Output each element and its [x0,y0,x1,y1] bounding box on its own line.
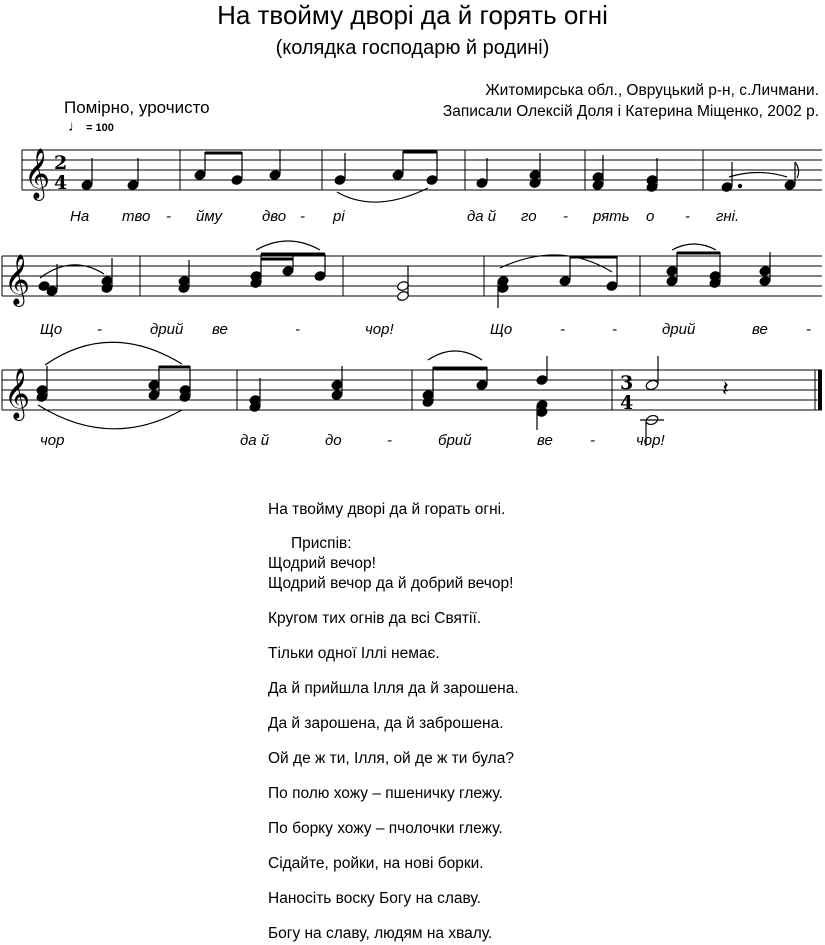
lyrics-line-2 [40,321,811,338]
lyric-syllable: тво [122,208,151,225]
lyric-syllable: - [300,208,305,225]
verse-line: Кругом тих огнів да всі Святії. [268,610,482,627]
source-note [443,80,819,122]
source-recorders: Записали Олексій Доля і Катерина Міщенко, 2002 р. [442,103,819,120]
lyric-syllable: - [295,321,300,338]
refrain-heading: Приспів: [291,535,352,552]
verse-line: Ой де ж ти, Ілля, ой де ж ти була? [268,750,514,767]
lyric-syllable: - [560,321,565,338]
lyric-syllable: о [646,208,655,225]
notes-staff-1 [81,150,799,192]
lyric-syllable: рять [593,208,630,225]
lyric-syllable: - [612,321,617,338]
verse-line: По борку хожу – пчолочки глежу. [268,820,503,837]
lyric-syllable: - [166,208,171,225]
lyric-syllable: ве [212,321,228,338]
quarter-note-icon: ♩ [68,118,83,135]
time-sig-bottom: 4 [54,172,68,194]
tempo-marking: Помірно, урочисто [64,98,210,117]
staff-1 [22,148,822,202]
slurs-staff-2 [40,241,716,278]
notes-staff-2 [38,252,771,308]
quarter-rest-icon: 𝄽 [722,377,729,402]
verse-line: Да й прийшла Ілля да й зарошена. [268,680,519,697]
lyric-syllable: да й [467,208,497,225]
lyric-syllable: чор [40,432,65,449]
staff-3 [2,342,822,446]
lyric-syllable: гні. [716,208,740,225]
verse-first: На твойму дворі да й горать огні. [268,501,506,518]
lyric-syllable: го [521,208,537,225]
verse-line: Богу на славу, людям на хвалу. [268,925,493,942]
time-sig-change-top: 3 [620,372,634,394]
lyric-syllable: Що [490,321,513,338]
lyric-syllable: ве [752,321,768,338]
slurs-staff-1 [337,173,787,203]
verse-line: Наносіть воску Богу на славу. [268,890,481,907]
lyric-syllable: рі [333,208,345,225]
verse-line: Тільки одної Іллі немає. [268,645,440,662]
time-sig-change-bottom: 4 [620,392,634,414]
verse-line: Да й зарошена, да й заброшена. [268,715,504,732]
treble-clef-icon: 𝄞 [24,148,51,199]
treble-clef-icon: 𝄞 [4,254,31,305]
lyric-syllable: до [325,432,342,449]
refrain-line: Щодрий вечор! [268,555,376,572]
lyric-syllable: да й [240,432,270,449]
staff-2 [2,241,822,308]
refrain-line: Щодрий вечор да й добрий вечор! [268,575,514,592]
treble-clef-icon: 𝄞 [4,368,31,419]
lyric-syllable: На [70,208,90,225]
verse-line: Сідайте, ройки, на нові борки. [268,855,484,872]
lyric-syllable: дрий [662,321,696,338]
lyric-syllable: - [563,208,568,225]
time-sig-top: 2 [54,152,68,174]
lyric-syllable: дрий [150,321,184,338]
lyric-syllable: - [387,432,392,449]
refrain [268,534,519,594]
lyric-syllable: чор! [365,321,394,338]
lyric-syllable: чор! [636,432,665,449]
song-subtitle: (колядка господарю й родині) [275,37,550,59]
lyric-syllable: ве [537,432,553,449]
source-location: Житомирська обл., Овруцький р-н, с.Личмани. [485,82,819,99]
metronome-value: = 100 [86,122,114,134]
lyrics-line-3 [40,432,665,449]
lyric-syllable: дво [262,208,287,225]
lyric-syllable: - [590,432,595,449]
lyric-syllable: брий [438,432,472,449]
lyric-syllable: - [97,321,102,338]
lyric-syllable: - [685,208,690,225]
lyric-syllable: йму [196,208,222,225]
lyric-syllable: Що [40,321,63,338]
verse-line: По полю хожу – пшеничку глежу. [268,785,503,802]
lyric-syllable: - [806,321,811,338]
music-score [0,120,825,455]
lyrics-line-1 [70,208,739,225]
song-title: На твойму дворі да й горять огні [217,0,608,30]
verses-block [268,500,519,944]
